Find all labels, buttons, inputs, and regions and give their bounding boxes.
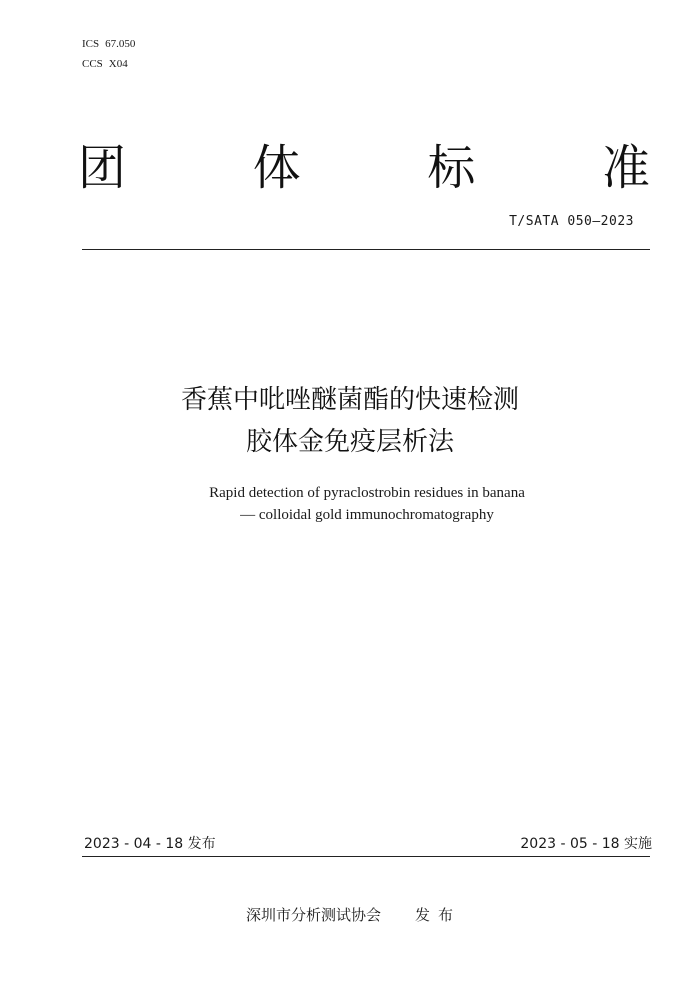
standard-type-heading bbox=[78, 138, 650, 198]
standard-type-char: 准 bbox=[601, 140, 650, 196]
classification-codes bbox=[82, 34, 135, 74]
publish-action: 发布 bbox=[415, 906, 462, 924]
english-title-line-1: Rapid detection of pyraclostrobin residues in banana bbox=[209, 485, 525, 501]
footer-divider bbox=[82, 856, 650, 857]
ccs-label: CCS bbox=[82, 58, 103, 70]
issue-date: 2023 - 04 - 18 发布 bbox=[84, 836, 216, 852]
ics-value: 67.050 bbox=[105, 38, 136, 50]
ccs-value: X04 bbox=[108, 58, 128, 70]
standard-number: T/SATA 050—2023 bbox=[509, 214, 634, 229]
standard-type-char: 标 bbox=[427, 140, 476, 196]
publisher-name: 深圳市分析测试协会 bbox=[246, 906, 382, 924]
standard-type-char: 体 bbox=[252, 140, 301, 196]
ics-code bbox=[82, 34, 135, 54]
ccs-code bbox=[82, 54, 135, 74]
publisher-line bbox=[246, 904, 461, 926]
chinese-title-line-2: 胶体金免疫层析法 bbox=[245, 427, 454, 457]
english-title-line-2: — colloidal gold immunochromatography bbox=[240, 507, 494, 523]
ics-label: ICS bbox=[82, 38, 100, 50]
chinese-title-line-1: 香蕉中吡唑醚菌酯的快速检测 bbox=[180, 385, 519, 415]
header-divider bbox=[82, 249, 650, 250]
standard-type-char: 团 bbox=[78, 140, 127, 196]
implementation-date: 2023 - 05 - 18 实施 bbox=[520, 836, 652, 852]
